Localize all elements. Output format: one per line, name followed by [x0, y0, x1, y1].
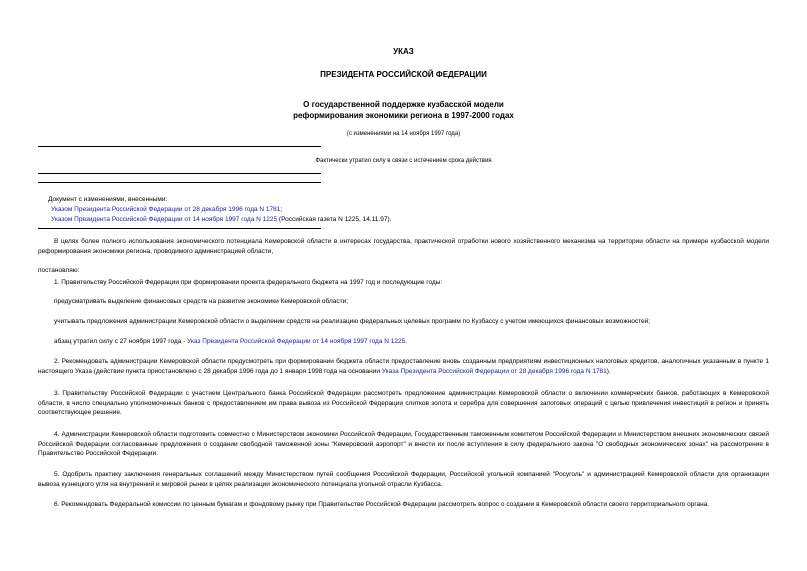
- paragraph-1c-tail: .: [405, 338, 408, 345]
- divider: [38, 228, 321, 229]
- paragraph-1a: предусматривать выделение финансовых средств на развитие экономики Кемеровской области;: [54, 298, 349, 305]
- preamble-paragraph: В целях более полного использования экономического потенциала Кемеровской области в интересах государства, практической отработки нового хозяйственного механизма на территории области на примере кузбасской модели реформирования экономики региона, проводимого администрацией области,: [38, 238, 769, 255]
- document-title-line-2: реформирования экономики региона в 1997-2000 годах: [293, 111, 514, 120]
- paragraph-5: 5. Одобрить практику заключения генеральных соглашений между Министерством путей сообщения Российской Федерации, Российской угольной компанией "Росуголь" и администрацией Кемеровской области для организации вывоза кузнецкого угля на внутренний и мировой рынки в целях реализации экономического потенциала угольной отрасли Кузбасса.: [38, 471, 769, 488]
- paragraph-2-tail: ).: [606, 367, 611, 375]
- decree-word: постановляю:: [38, 267, 80, 274]
- decree-link-1225[interactable]: Указ Президента Российской Федерации от 14 ноября 1997 года N 1225: [187, 338, 406, 345]
- changes-note: (с изменениями на 14 ноября 1997 года): [346, 131, 461, 137]
- paragraph-1: 1. Правительству Российской Федерации при формировании проекта федерального бюджета на 1997 год и последующие годы:: [54, 279, 443, 286]
- paragraph-3: 3. Правительству Российской Федерации с участием Центрального банка Российской Федерации рассмотреть предложение администрации Кемеровской области о включении коммерческих банков, работающих в Кемеровской области, в число специально уполномоченных банков с предоставлением им права вывоза из Российской Федерации слитков золота и серебра для совершения залоговых операций с целью привлечения инвестиций в регион и принять соответствующее решение.: [38, 390, 769, 416]
- amendment-link-1781[interactable]: Указом Президента Российской Федерации от 28 декабря 1996 года N 1781: [51, 206, 281, 213]
- paragraph-2: [38, 357, 769, 376]
- amendment-link-1225[interactable]: Указом Президента Российской Федерации от 14 ноября 1997 года N 1225: [51, 216, 278, 223]
- issuer-title: ПРЕЗИДЕНТА РОССИЙСКОЙ ФЕДЕРАЦИИ: [320, 70, 487, 79]
- divider: [38, 182, 321, 183]
- amendment-link-1-tail: ;: [280, 206, 283, 213]
- paragraph-6: 6. Рекомендовать Федеральной комиссии по ценным бумагам и фондовому рынку при Правительстве Российской Федерации рассмотреть вопрос о создании в Кемеровской области своего территориального органа.: [54, 501, 710, 508]
- divider: [38, 173, 321, 174]
- document-title-line-1: О государственной поддержке кузбасской модели: [303, 100, 504, 109]
- status-note: Фактически утратил силу в связи с истечением срока действия: [315, 158, 492, 164]
- decree-link-1781[interactable]: Указа Президента Российской Федерации от 28 декабря 1996 года N 1781: [381, 367, 607, 375]
- paragraph-4: 4. Администрации Кемеровской области подготовить совместно с Министерством экономики Российской Федерации, Государственным таможенным комитетом Российской Федерации и Министерством внешних экономических связей Российской Федерации согласованные предложения о создании свободной таможенной зоны "Кемеровский аэропорт" и внести их после вступления в силу федерального закона "О свободных экономических зонах" на рассмотрение в Правительство Российской Федерации.: [38, 431, 769, 457]
- divider: [38, 146, 321, 147]
- amendments-intro: Документ с изменениями, внесенными:: [48, 196, 168, 203]
- document-type-title: УКАЗ: [393, 47, 414, 56]
- amendment-source-note: (Российская газета N 1225, 14.11.97).: [277, 216, 392, 223]
- amendments-block: [48, 195, 391, 225]
- paragraph-2-text: 2. Рекомендовать администрации Кемеровской области предусмотреть при формировании бюджета области предоставление вновь созданным предприятиям инвестиционных налоговых кредитов, аналогичных указанным в пункте 1 настоящего Указа (действие пункта приостановлено с 28 декабря 1996 года до 1 января 1998 года на основании: [38, 358, 769, 375]
- paragraph-1c: [38, 337, 769, 347]
- paragraph-1c-text: абзац утратил силу с 27 ноября 1997 года -: [54, 338, 188, 345]
- paragraph-1b: учитывать предложения администрации Кемеровской области о выделении средств на реализацию федеральных целевых программ по Кузбассу с учетом имеющихся финансовых возможностей;: [54, 318, 651, 325]
